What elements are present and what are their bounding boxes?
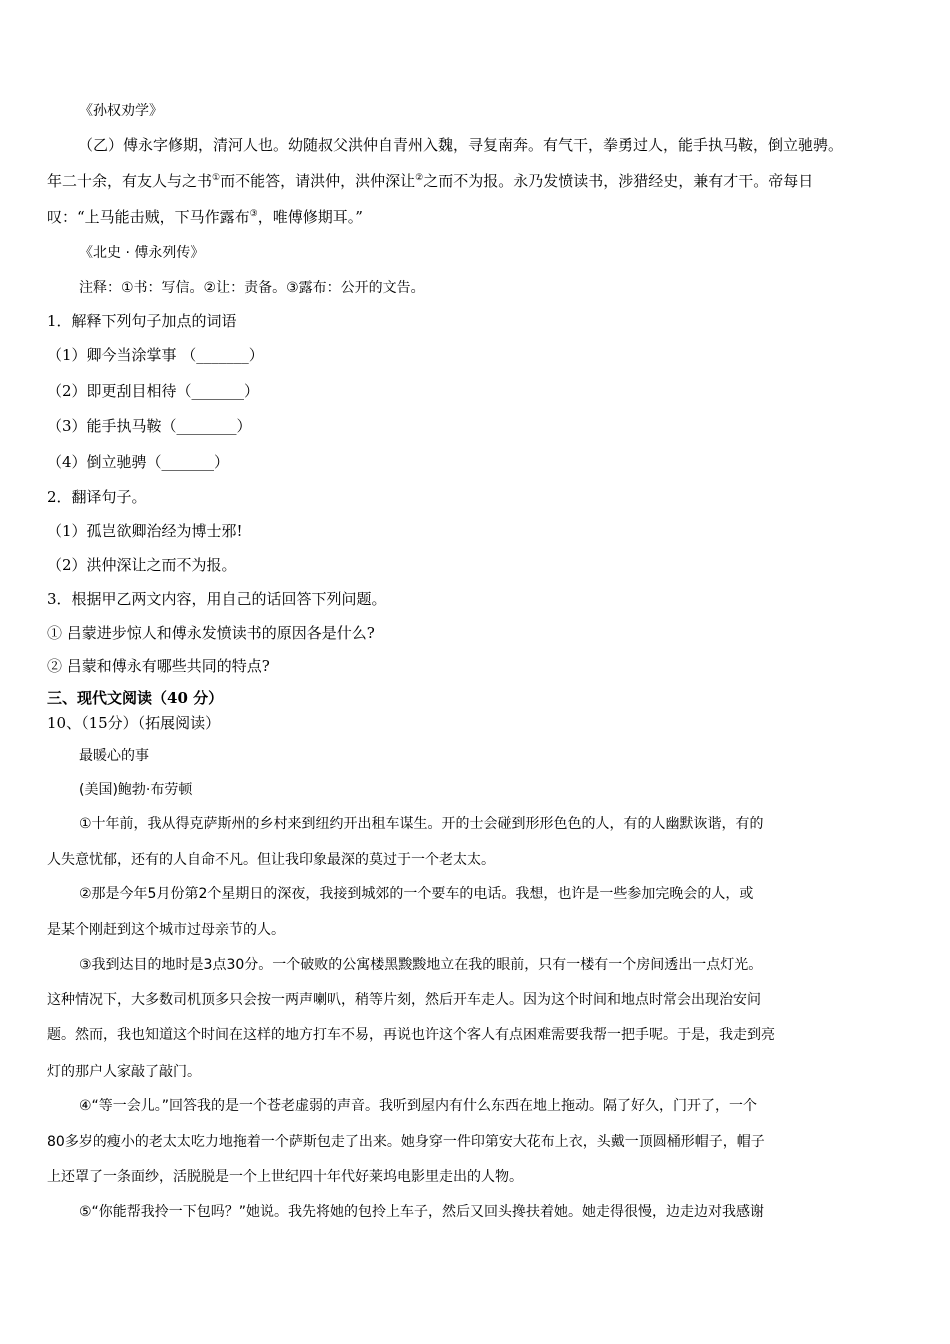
story-line-6: 这种情况下，大多数司机顶多只会按一两声喇叭，稍等片刻，然后开车走人。因为这个时间和地点时常会出现治安问 [47,992,761,1008]
question-3-item-1: ① 吕蒙进步惊人和傅永发愤读书的原因各是什么? [47,624,375,642]
story-line-10: 80多岁的瘦小的老太太吃力地拖着一个萨斯包走了出来。她身穿一件印第安大花布上衣，头戴一顶圆桶形帽子，帽子 [47,1134,765,1150]
passage-a-source: 《孙权劝学》 [79,103,163,119]
story-line-1: ①十年前，我从得克萨斯州的乡村来到纽约开出租车谋生。开的士会碰到形形色色的人，有的人幽默诙谐，有的 [79,816,764,832]
question-2-item-1: （1）孤岂欲卿治经为博士邪! [47,522,243,540]
story-line-11: 上还罩了一条面纱，活脱脱是一个上世纪四十年代好莱坞电影里走出的人物。 [47,1169,523,1185]
story-line-9: ④“等一会儿。”回答我的是一个苍老虚弱的声音。我听到屋内有什么东西在地上拖动。隔了好久，门开了，一个 [79,1098,758,1114]
passage-b-source: 《北史 · 傅永列传》 [79,245,205,261]
passage-b-line-3-b: ，唯傅修期耳。” [257,208,363,226]
question-1-item-3: （3）能手执马鞍（________） [47,417,252,435]
story-line-12: ⑤“你能帮我拎一下包吗？”她说。我先将她的包拎上车子，然后又回头搀扶着她。她走得很慢，边走边对我感谢 [79,1204,765,1220]
story-author: (美国)鲍勃·布劳顿 [79,782,193,798]
passage-b-line-2-c: 之而不为报。永乃发愤读书，涉猎经史，兼有才干。帝每日 [423,172,814,190]
footnote-ref-1: ① [212,173,221,183]
passage-b-line-2-b: 而不能答，请洪仲，洪仲深让 [220,172,416,190]
question-1: 1．解释下列句子加点的词语 [47,312,237,330]
question-3: 3．根据甲乙两文内容，用自己的话回答下列问题。 [47,590,387,608]
story-line-8: 灯的那户人家敲了敲门。 [47,1064,201,1080]
question-2: 2．翻译句子。 [47,488,147,506]
passage-b-line-1: （乙）傅永字修期，清河人也。幼随叔父洪仲自青州入魏，寻复南奔。有气干，拳勇过人，能手执马鞍，倒立驰骋。 [78,136,844,154]
footnote-ref-2: ② [415,173,424,183]
question-1-item-1: （1）卿今当涂掌事 （_______） [47,346,264,364]
story-line-4: 是某个刚赶到这个城市过母亲节的人。 [47,922,285,938]
footnote-ref-3: ③ [249,209,258,219]
story-title: 最暖心的事 [79,748,149,764]
question-3-item-2: ② 吕蒙和傅永有哪些共同的特点? [47,657,270,675]
story-line-2: 人失意忧郁，还有的人自命不凡。但让我印象最深的莫过于一个老太太。 [47,852,495,868]
passage-b-line-3 [47,207,363,227]
story-line-5: ③我到达目的地时是3点30分。一个破败的公寓楼黑黢黢地立在我的眼前，只有一楼有一个房间透出一点灯光。 [79,957,763,973]
question-1-item-2: （2）即更刮目相待（_______） [47,382,260,400]
question-2-item-2: （2）洪仲深让之而不为报。 [47,556,237,574]
question-1-item-4: （4）倒立驰骋（_______） [47,453,230,471]
story-line-3: ②那是今年5月份第2个星期日的深夜，我接到城郊的一个要车的电话。我想，也许是一些参加完晚会的人，或 [79,886,754,902]
section-3-heading: 三、现代文阅读（40 分） [47,689,224,707]
passage-b-line-2 [47,171,813,191]
passage-b-line-2-a: 年二十余，有友人与之书 [47,172,213,190]
story-line-7: 题。然而，我也知道这个时间在这样的地方打车不易，再说也许这个客人有点困难需要我帮一把手呢。于是，我走到亮 [47,1027,775,1043]
passage-b-line-3-a: 叹：“上马能击贼，下马作露布 [47,208,250,226]
passage-b-notes: 注释：①书：写信。②让：责备。③露布：公开的文告。 [79,280,425,296]
question-10: 10、（15分）（拓展阅读） [47,714,221,732]
